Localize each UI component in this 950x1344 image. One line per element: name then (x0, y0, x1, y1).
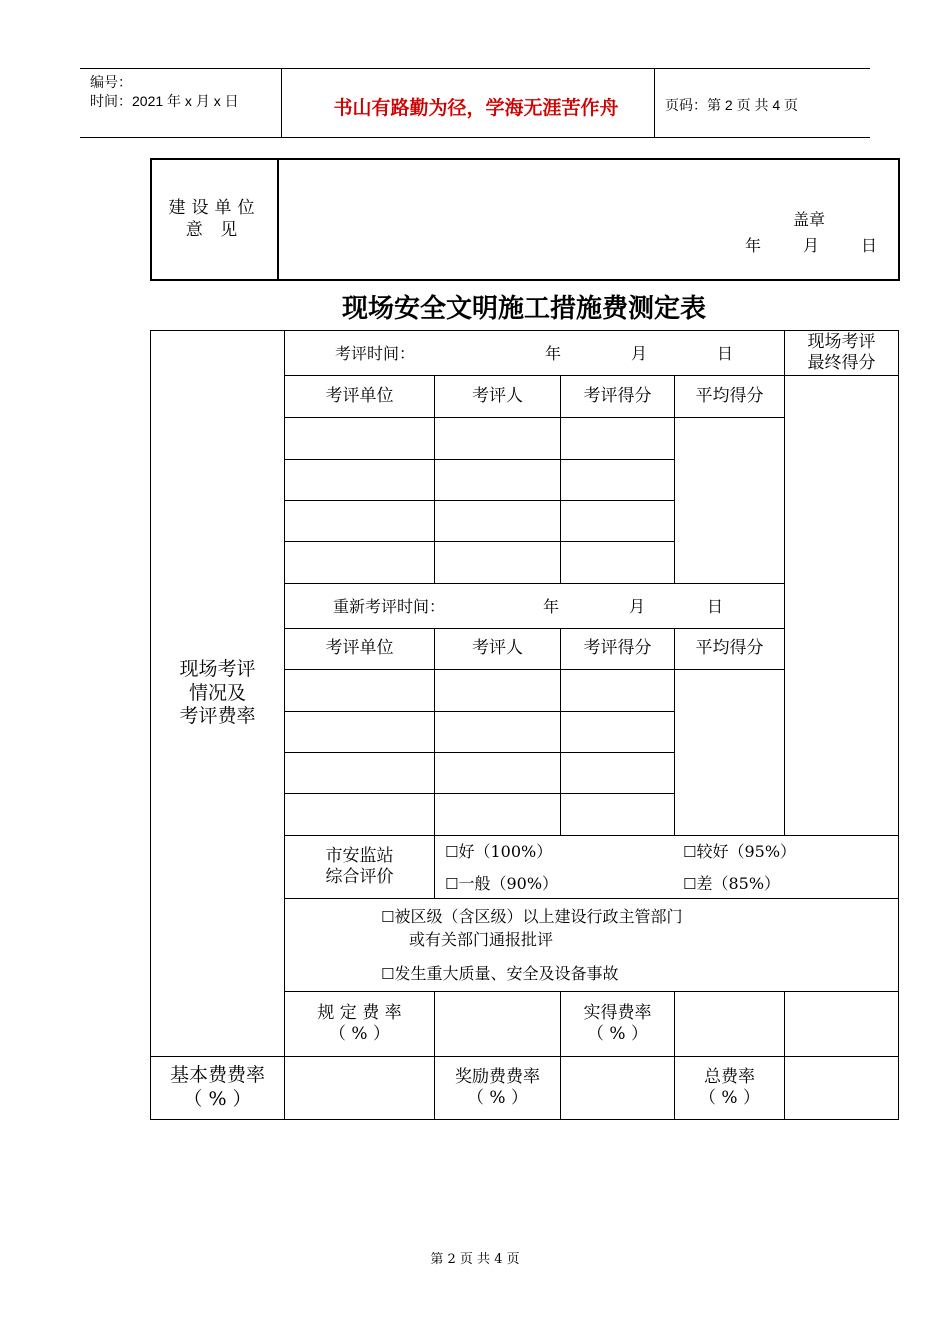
entry-score-cell[interactable] (561, 501, 675, 542)
entry-score-cell[interactable] (561, 418, 675, 460)
re-evaluation-month: 月 (629, 597, 646, 616)
entry-evaluator-cell[interactable] (435, 460, 561, 501)
final-score-line1: 现场考评 (807, 331, 876, 352)
option-poor-label: 差（85%） (696, 874, 781, 893)
base-rate-value[interactable] (285, 1057, 435, 1120)
actual-rate-value[interactable] (675, 992, 785, 1057)
checkbox-icon[interactable]: ☐ (683, 875, 697, 893)
col-header-evaluator: 考评人 (435, 376, 561, 418)
page-header (80, 68, 870, 138)
base-rate-text: 基本费费率 (169, 1064, 265, 1087)
col-header-score: 考评得分 (561, 629, 675, 670)
actual-rate-text: 实得费率 (583, 1002, 652, 1023)
penalty-criticized-label: 被区级（含区级）以上建设行政主管部门 (394, 907, 683, 926)
header-motto: 书山有路勤为径，学海无涯苦作舟 (333, 98, 619, 119)
reward-rate-unit: （ % ） (467, 1088, 528, 1108)
entry-unit-cell[interactable] (285, 418, 435, 460)
page-footer: 第 2 页 共 4 页 (430, 1252, 520, 1267)
entry-score-cell[interactable] (561, 794, 675, 836)
actual-rate-unit: （ % ） (587, 1024, 648, 1044)
entry-score-cell[interactable] (561, 753, 675, 794)
final-score-cell (785, 376, 899, 836)
re-evaluation-day: 日 (707, 597, 724, 616)
col-header-evaluator: 考评人 (435, 629, 561, 670)
header-divider (281, 69, 282, 137)
reward-rate-value[interactable] (561, 1057, 675, 1120)
approval-opinion-cell (278, 159, 899, 280)
total-rate-text: 总费率 (704, 1066, 755, 1087)
document-date: 时间：2021 年 x 月 x 日 (90, 93, 239, 109)
evaluation-side-label (151, 331, 285, 1057)
header-divider (654, 69, 655, 137)
penalty-criticized[interactable] (381, 907, 682, 927)
actual-rate-label (561, 992, 675, 1057)
approval-label (151, 159, 278, 280)
entry-score-cell[interactable] (561, 670, 675, 712)
station-evaluation-options (435, 836, 899, 899)
checkbox-icon[interactable]: ☐ (381, 908, 395, 926)
col-header-average: 平均得分 (675, 629, 785, 670)
form-title: 现场安全文明施工措施费测定表 (341, 294, 706, 324)
final-score-line2: 最终得分 (807, 353, 876, 373)
evaluation-year: 年 (545, 344, 562, 363)
entry-unit-cell[interactable] (285, 712, 435, 753)
entry-score-cell[interactable] (561, 460, 675, 501)
side-label-line1: 现场考评 (179, 657, 256, 680)
average-score-cell[interactable] (675, 418, 785, 584)
option-average[interactable] (445, 874, 558, 894)
entry-unit-cell[interactable] (285, 542, 435, 584)
entry-unit-cell[interactable] (285, 753, 435, 794)
entry-evaluator-cell[interactable] (435, 712, 561, 753)
col-header-score: 考评得分 (561, 376, 675, 418)
entry-score-cell[interactable] (561, 712, 675, 753)
fixed-rate-text: 规 定 费 率 (317, 1002, 402, 1023)
fixed-rate-value[interactable] (435, 992, 561, 1057)
option-good-label: 好（100%） (458, 842, 553, 861)
entry-unit-cell[interactable] (285, 501, 435, 542)
option-average-label: 一般（90%） (458, 874, 559, 893)
re-evaluation-year: 年 (543, 597, 560, 616)
penalty-conditions (285, 899, 899, 992)
total-rate-label (675, 1057, 785, 1120)
col-header-unit: 考评单位 (285, 629, 435, 670)
approval-day: 日 (861, 236, 878, 255)
re-evaluation-time-label: 重新考评时间： (333, 597, 446, 616)
entry-evaluator-cell[interactable] (435, 501, 561, 542)
base-rate-unit: （ % ） (183, 1088, 252, 1110)
entry-score-cell[interactable] (561, 542, 675, 584)
document-number-label: 编号： (90, 74, 132, 90)
penalty-criticized-line2: 或有关部门通报批评 (409, 930, 554, 949)
evaluation-time-label: 考评时间： (335, 344, 416, 363)
reward-rate-label (435, 1057, 561, 1120)
checkbox-icon[interactable]: ☐ (683, 843, 697, 861)
penalty-accident[interactable] (381, 964, 618, 984)
approval-label-line1: 建设单位 (168, 198, 261, 219)
entry-unit-cell[interactable] (285, 794, 435, 836)
station-label-line2: 综合评价 (325, 867, 394, 887)
approval-month: 月 (803, 236, 820, 255)
entry-evaluator-cell[interactable] (435, 542, 561, 584)
fixed-rate-unit: （ % ） (329, 1024, 390, 1044)
header-meta (90, 73, 239, 111)
penalty-accident-label: 发生重大质量、安全及设备事故 (394, 964, 619, 983)
average-score-cell[interactable] (675, 670, 785, 836)
approval-table (150, 158, 900, 281)
checkbox-icon[interactable]: ☐ (445, 875, 459, 893)
option-good[interactable] (445, 842, 552, 862)
station-label-line1: 市安监站 (325, 845, 394, 866)
option-fairly-good[interactable] (683, 842, 796, 862)
fixed-rate-label (285, 992, 435, 1057)
checkbox-icon[interactable]: ☐ (445, 843, 459, 861)
col-header-unit: 考评单位 (285, 376, 435, 418)
side-label-line2: 情况及 (188, 681, 246, 704)
option-poor[interactable] (683, 874, 780, 894)
side-label-line3: 考评费率 (179, 705, 256, 728)
entry-evaluator-cell[interactable] (435, 753, 561, 794)
checkbox-icon[interactable]: ☐ (381, 965, 395, 983)
re-evaluation-time-cell (285, 584, 785, 629)
seal-label: 盖章 (793, 210, 826, 229)
total-rate-unit: （ % ） (699, 1088, 760, 1108)
base-rate-label (151, 1057, 285, 1120)
entry-unit-cell[interactable] (285, 670, 435, 712)
evaluation-time-cell (285, 331, 785, 376)
reward-rate-text: 奖励费费率 (455, 1066, 540, 1087)
evaluation-table (150, 330, 899, 1120)
entry-evaluator-cell[interactable] (435, 670, 561, 712)
entry-unit-cell[interactable] (285, 460, 435, 501)
evaluation-day: 日 (717, 344, 734, 363)
option-fairly-good-label: 较好（95%） (696, 842, 797, 861)
station-evaluation-label (285, 836, 435, 899)
entry-evaluator-cell[interactable] (435, 794, 561, 836)
evaluation-month: 月 (631, 344, 648, 363)
approval-label-line2: 意 见 (185, 219, 244, 240)
total-rate-value[interactable] (785, 1057, 899, 1120)
approval-year: 年 (745, 236, 762, 255)
actual-rate-extra[interactable] (785, 992, 899, 1057)
col-header-average: 平均得分 (675, 376, 785, 418)
header-page-info: 页码：第 2 页 共 4 页 (665, 97, 799, 113)
entry-evaluator-cell[interactable] (435, 418, 561, 460)
final-score-header (785, 331, 899, 376)
